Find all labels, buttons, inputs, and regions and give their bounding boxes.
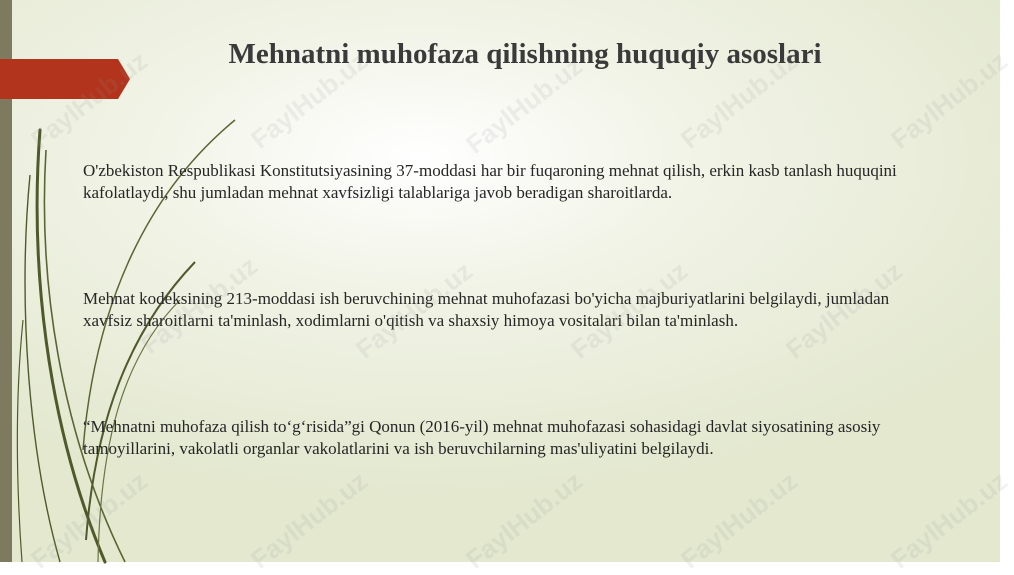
- paragraph-labor-code: Mehnat kodeksining 213-moddasi ish beruvchining mehnat muhofazasi bo'yicha majburiyatlarini belgilaydi, jumladan xavfsiz sharoitlarni ta'minlash, xodimlarni o'qitish va shaxsiy himoya vositalari bilan ta'minlash.: [83, 289, 890, 330]
- watermark: FaylHub.uz: [25, 45, 153, 155]
- watermark: FaylHub.uz: [245, 465, 373, 575]
- watermark: FaylHub.uz: [565, 255, 693, 365]
- paragraph-constitution: O'zbekiston Respublikasi Konstitutsiyasining 37-moddasi har bir fuqaroning mehnat qilish, erkin kasb tanlash huquqini kafolatlaydi, shu jumladan mehnat xavfsizligi talablariga javob beradigan sharoitlarda.: [83, 161, 897, 202]
- watermark: FaylHub.uz: [675, 465, 803, 575]
- watermark: FaylHub.uz: [460, 465, 588, 575]
- slide-title: Mehnatni muhofaza qilishning huquqiy asoslari: [228, 38, 822, 70]
- watermark: FaylHub.uz: [135, 250, 263, 360]
- watermark: FaylHub.uz: [245, 45, 373, 155]
- watermark: FaylHub.uz: [350, 255, 478, 365]
- watermark: FaylHub.uz: [460, 50, 588, 160]
- watermark: FaylHub.uz: [25, 465, 153, 575]
- watermark: FaylHub.uz: [885, 45, 1013, 155]
- watermark: FaylHub.uz: [780, 255, 908, 365]
- paragraph-law-2016: “Mehnatni muhofaza qilish to‘g‘risida”gi Qonun (2016-yil) mehnat muhofazasi sohasidagi davlat siyosatining asosiy tamoyillarini, vakolatli organlar vakolatlarini va ish beruvchilarning mas'uliyatini belgilaydi.: [83, 417, 881, 458]
- title-arrow-tab: [0, 59, 130, 99]
- watermark: FaylHub.uz: [675, 45, 803, 155]
- watermark: FaylHub.uz: [885, 465, 1013, 575]
